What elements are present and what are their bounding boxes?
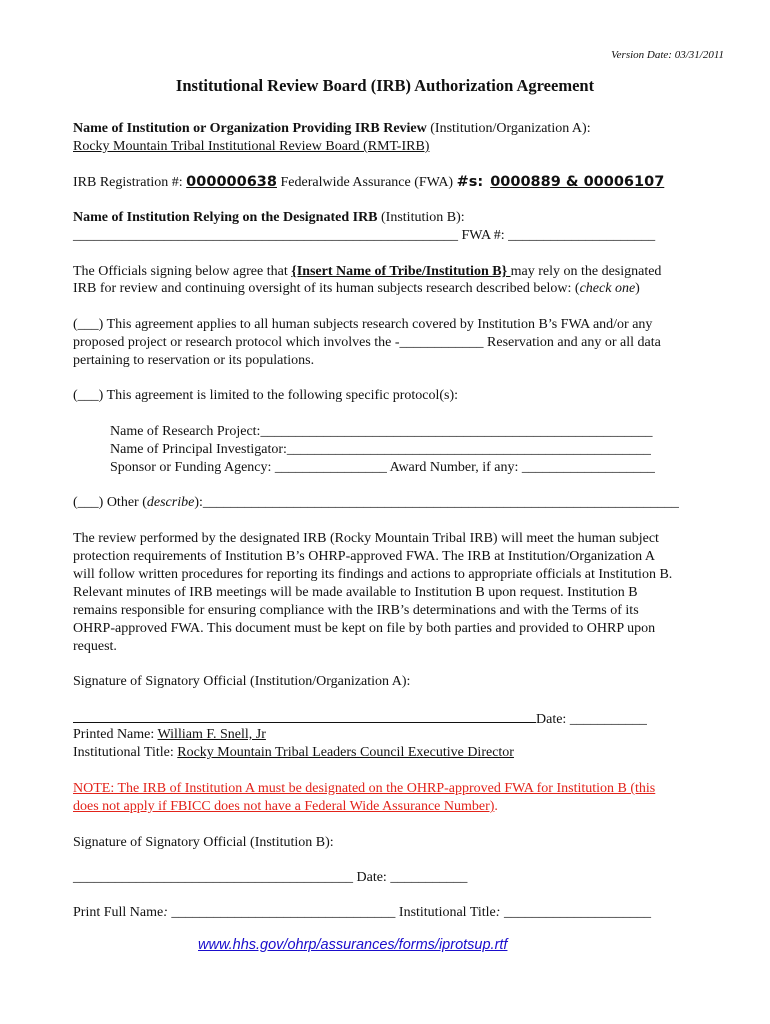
insert-tribe-field[interactable]: {Insert Name of Tribe/Institution B} [291, 264, 511, 279]
check-one-text: check one [579, 281, 636, 296]
research-project-field[interactable]: Name of Research Project:________________________________________________________ [110, 424, 653, 439]
institutional-title-label: Institutional Title: [73, 745, 178, 760]
registration-line [73, 173, 664, 192]
officials-text-4: ) [635, 281, 640, 296]
review-line: Relevant minutes of IRB meetings will be made available to Institution B upon request. Institution B [73, 585, 638, 600]
note-line-1: NOTE: The IRB of Institution A must be designated on the OHRP-approved FWA for Institution B (this [73, 781, 656, 796]
print-full-name-field[interactable]: ________________________________ Institutional Title [167, 905, 496, 920]
review-line: will follow written procedures for reporting its findings and actions to appropriate officials at Institution B. [73, 567, 673, 582]
institution-a-label [73, 120, 591, 138]
note-line-2-text: does not apply if FBICC does not have a Federal Wide Assurance Number) [73, 799, 495, 814]
principal-investigator-field[interactable]: Name of Principal Investigator:____________________________________________________ [110, 442, 651, 457]
review-line: protection requirements of Institution B’s OHRP-approved FWA. The IRB at Institution/Organization A [73, 549, 655, 564]
signature-b-heading: Signature of Signatory Official (Institution B): [73, 835, 334, 850]
institution-b-label [73, 209, 465, 227]
institution-b-name-field[interactable]: _______________________________________________________ [73, 228, 458, 243]
print-full-name-label: Print Full Name [73, 905, 164, 920]
footer-link[interactable]: www.hhs.gov/ohrp/assurances/forms/iprotsup.rtf [198, 937, 508, 953]
version-date: Version Date: 03/31/2011 [611, 49, 724, 61]
option-1-line-2: proposed project or research protocol which involves the -____________ Reservation and any or all data [73, 335, 661, 350]
institution-a-name: Rocky Mountain Tribal Institutional Review Board (RMT-IRB) [73, 139, 430, 154]
officials-text-2: may rely on the designated [510, 264, 662, 279]
institution-a-label-rest: (Institution/Organization A): [426, 121, 591, 136]
review-line: remains responsible for ensuring compliance with the IRB’s determinations and with the Terms of its [73, 603, 639, 618]
option-1-line-1[interactable]: (___) This agreement applies to all human subjects research covered by Institution B’s FWA and/or any [73, 317, 653, 332]
signature-a-date[interactable]: Date: ___________ [536, 712, 647, 727]
fwa-label: Federalwide Assurance (FWA) [276, 175, 457, 190]
review-line: The review performed by the designated IRB (Rocky Mountain Tribal IRB) will meet the human subject [73, 531, 659, 546]
option-3-prefix: (___) Other ( [73, 495, 147, 510]
institutional-title-line [73, 744, 514, 762]
signature-b-line[interactable]: ________________________________________ Date: ___________ [73, 870, 468, 885]
option-3-describe: describe [146, 495, 195, 510]
option-3-field[interactable]: ):____________________________________________________________________ [194, 495, 679, 510]
institution-b-label-bold: Name of Institution Relying on the Designated IRB [73, 210, 378, 225]
printed-name-value: William F. Snell, Jr [157, 727, 266, 742]
title-colon: : [495, 905, 501, 920]
note-line-2 [73, 798, 498, 816]
irb-registration-number: 000000638 [186, 174, 277, 190]
signature-a-heading: Signature of Signatory Official (Institution/Organization A): [73, 674, 411, 689]
note-line-2-end: . [494, 799, 498, 814]
fwa-numbers: 0000889 & 00006107 [490, 174, 665, 190]
institution-a-label-bold: Name of Institution or Organization Providing IRB Review [73, 121, 427, 136]
print-full-name-line[interactable] [73, 904, 651, 922]
printed-name-line [73, 726, 266, 744]
review-line: request. [73, 639, 117, 654]
officials-line-1 [73, 263, 661, 281]
institution-b-label-rest: (Institution B): [377, 210, 465, 225]
fwa-prefix: #s: [456, 174, 484, 190]
institutional-title-value: Rocky Mountain Tribal Leaders Council Executive Director [177, 745, 514, 760]
officials-text: The Officials signing below agree that [73, 264, 292, 279]
option-2-line-1[interactable]: (___) This agreement is limited to the following specific protocol(s): [73, 388, 459, 403]
institutional-title-b-field[interactable]: _____________________ [500, 905, 651, 920]
institution-b-fwa-field[interactable]: FWA #: _____________________ [458, 228, 656, 243]
sponsor-award-field[interactable]: Sponsor or Funding Agency: ________________ Award Number, if any: ___________________ [110, 460, 655, 475]
print-full-name-colon: : [163, 905, 168, 920]
signature-a-field[interactable] [73, 708, 536, 723]
institution-b-blank-line[interactable] [73, 227, 655, 245]
irb-registration-label: IRB Registration #: [73, 175, 187, 190]
officials-line-2 [73, 280, 640, 298]
document-title: Institutional Review Board (IRB) Authorization Agreement [175, 76, 595, 95]
review-line: OHRP-approved FWA. This document must be kept on file by both parties and provided to OHRP upon [73, 621, 656, 636]
option-1-line-3: pertaining to reservation or its populations. [73, 353, 315, 368]
printed-name-label: Printed Name: [73, 727, 158, 742]
option-3-line[interactable] [73, 494, 679, 512]
officials-text-3: IRB for review and continuing oversight of its human subjects research described below: ( [73, 281, 580, 296]
